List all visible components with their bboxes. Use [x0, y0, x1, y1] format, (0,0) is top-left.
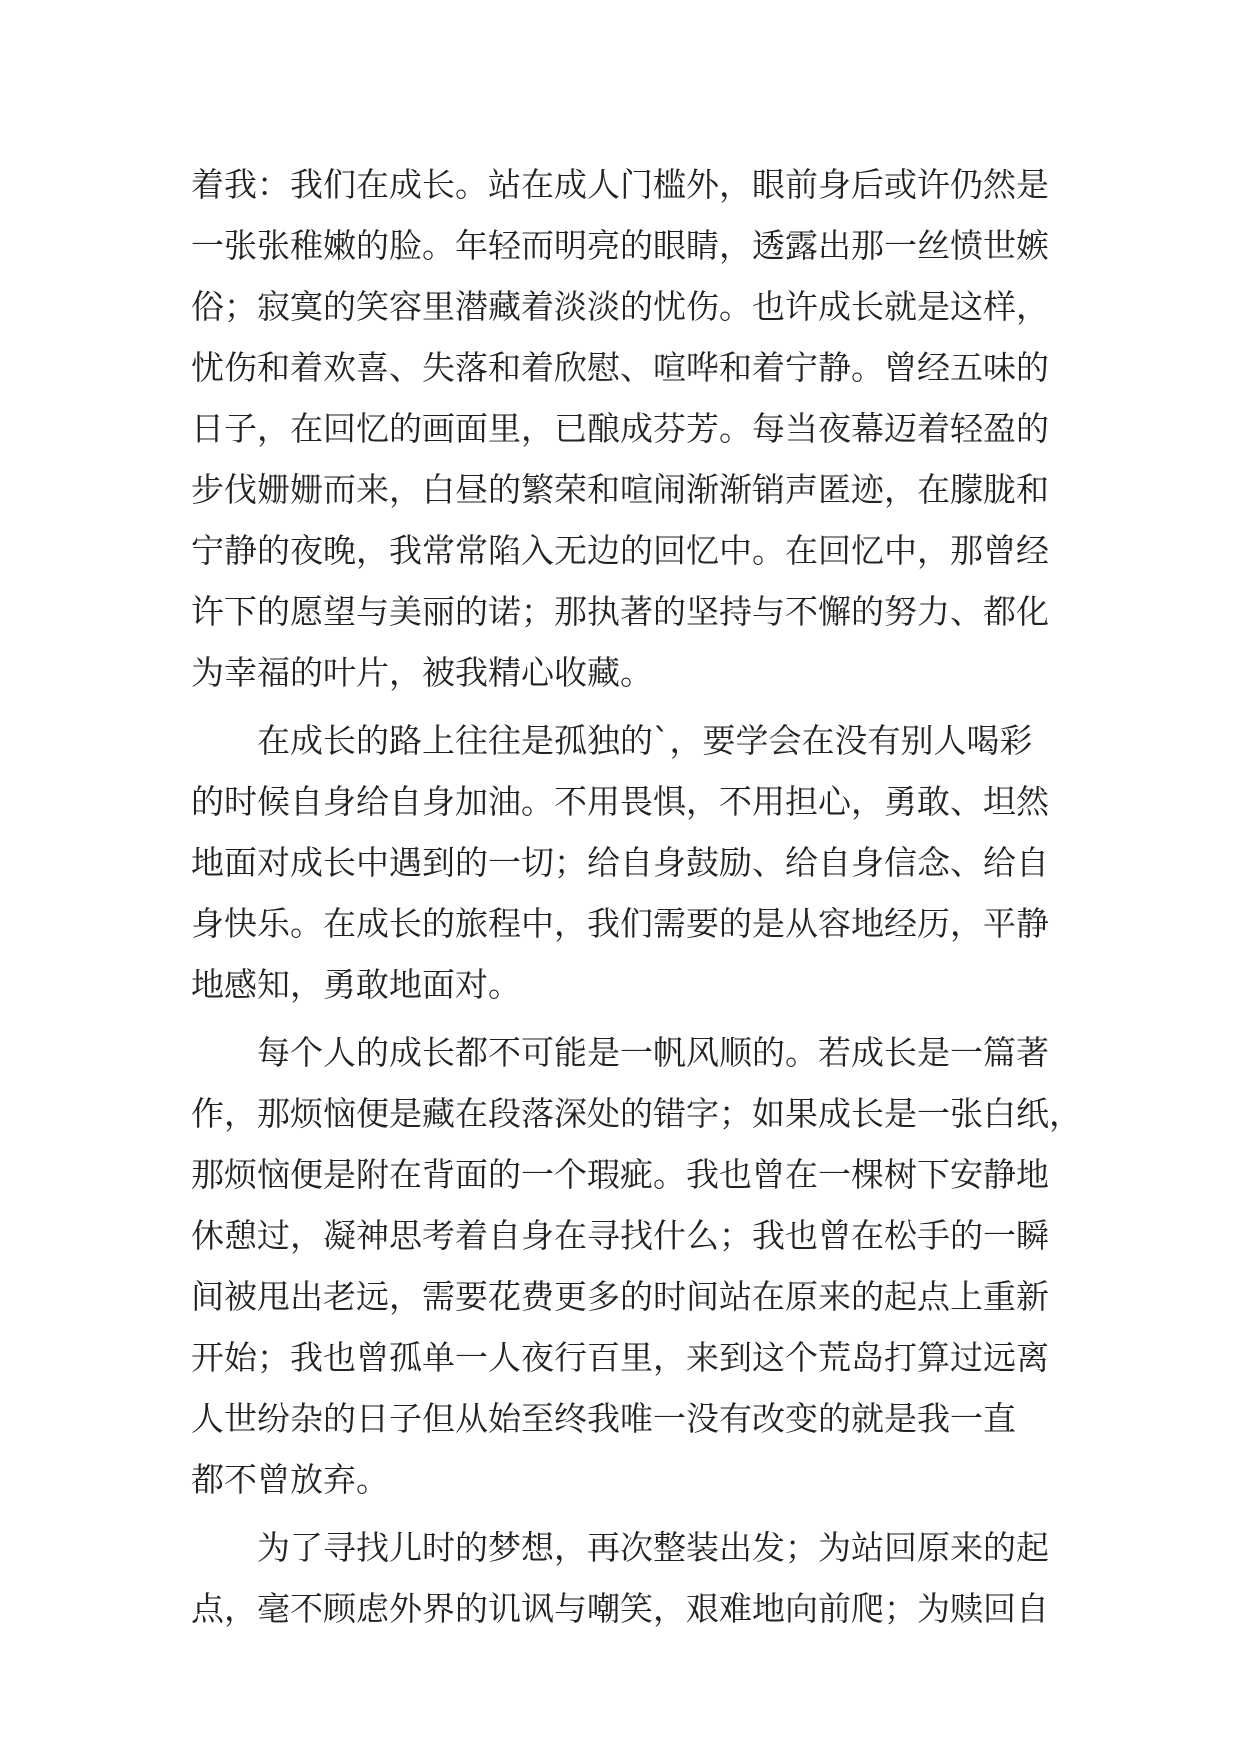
- paragraph-spacer: [191, 1510, 1071, 1517]
- text-line: 为了寻找儿时的梦想，再次整装出发；为站回原来的起: [257, 1528, 1049, 1567]
- text-line: 作，那烦恼便是藏在段落深处的错字；如果成长是一张白纸，: [191, 1094, 1082, 1133]
- text-line: 为幸福的叶片，被我精心收藏。: [191, 653, 653, 692]
- text-line: 许下的愿望与美丽的诺；那执著的坚持与不懈的努力、都化: [191, 592, 1049, 631]
- text-line: 身快乐。在成长的旅程中，我们需要的是从容地经历，平静: [191, 904, 1049, 943]
- text-line: 人世纷杂的日子但从始至终我唯一没有改变的就是我一直: [191, 1399, 1016, 1438]
- text-line: 的时候自身给自身加油。不用畏惧，不用担心，勇敢、坦然: [191, 782, 1049, 821]
- text-line: 一张张稚嫩的脸。年轻而明亮的眼睛，透露出那一丝愤世嫉: [191, 226, 1049, 265]
- paragraph-3: [191, 1022, 1082, 1510]
- paragraph-1: [191, 154, 1071, 703]
- paragraph-spacer: [191, 1015, 1071, 1022]
- text-line: 日子，在回忆的画面里，已酿成芬芳。每当夜幕迈着轻盈的: [191, 409, 1049, 448]
- text-line: 俗；寂寞的笑容里潜藏着淡淡的忧伤。也许成长就是这样，: [191, 287, 1049, 326]
- text-line: 着我：我们在成长。站在成人门槛外，眼前身后或许仍然是: [191, 165, 1049, 204]
- text-line: 都不曾放弃。: [191, 1460, 389, 1499]
- text-line: 开始；我也曾孤单一人夜行百里，来到这个荒岛打算过远离: [191, 1338, 1049, 1377]
- paragraph-spacer: [191, 703, 1071, 710]
- text-line: 在成长的路上往往是孤独的`，要学会在没有别人喝彩: [257, 721, 1033, 760]
- text-line: 休憩过，凝神思考着自身在寻找什么；我也曾在松手的一瞬: [191, 1216, 1049, 1255]
- text-line: 忧伤和着欢喜、失落和着欣慰、喧哗和着宁静。曾经五味的: [191, 348, 1049, 387]
- paragraph-2: [191, 710, 1071, 1015]
- text-line: 地感知，勇敢地面对。: [191, 965, 521, 1004]
- text-line: 间被甩出老远，需要花费更多的时间站在原来的起点上重新: [191, 1277, 1049, 1316]
- text-line: 那烦恼便是附在背面的一个瑕疵。我也曾在一棵树下安静地: [191, 1155, 1049, 1194]
- text-line: 每个人的成长都不可能是一帆风顺的。若成长是一篇著: [257, 1033, 1049, 1072]
- document-body: [191, 154, 1082, 1639]
- text-line: 点，毫不顾虑外界的讥讽与嘲笑，艰难地向前爬；为赎回自: [191, 1589, 1049, 1628]
- text-line: 宁静的夜晚，我常常陷入无边的回忆中。在回忆中，那曾经: [191, 531, 1049, 570]
- text-line: 地面对成长中遇到的一切；给自身鼓励、给自身信念、给自: [191, 843, 1049, 882]
- text-line: 步伐姗姗而来，白昼的繁荣和喧闹渐渐销声匿迹，在朦胧和: [191, 470, 1049, 509]
- paragraph-4: [191, 1517, 1071, 1639]
